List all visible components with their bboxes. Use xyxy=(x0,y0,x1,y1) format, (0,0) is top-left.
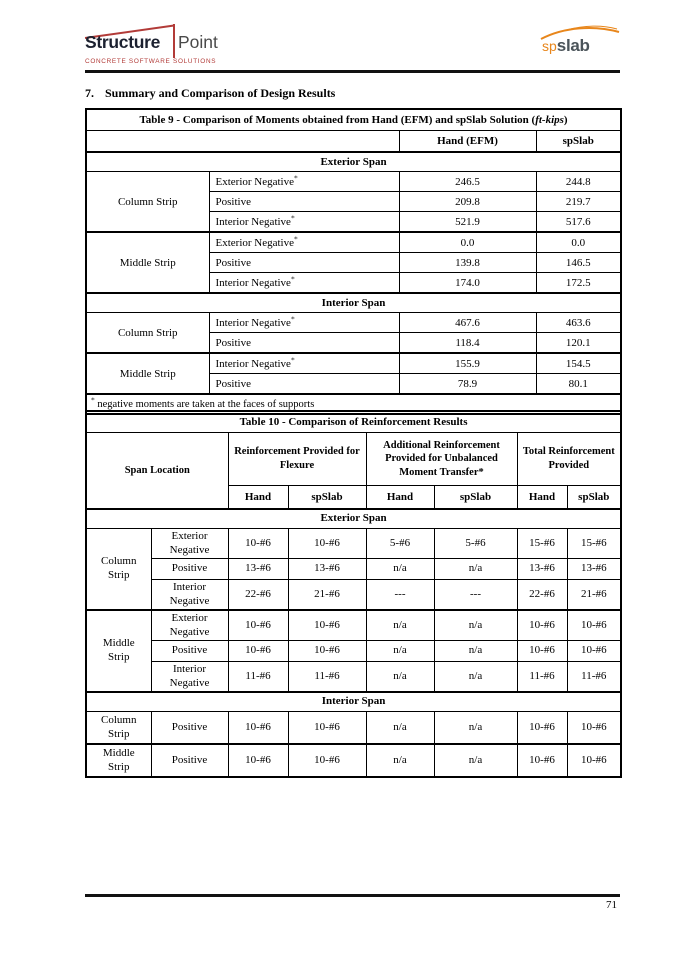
rebar-value: 5-#6 xyxy=(434,529,517,559)
section-banner: Exterior Span xyxy=(86,509,621,529)
rebar-value: 10-#6 xyxy=(567,610,621,641)
table9-corner-cell xyxy=(86,131,399,153)
strip-label: Column Strip xyxy=(86,172,209,233)
rebar-value: 10-#6 xyxy=(288,529,366,559)
rebar-value: 11-#6 xyxy=(228,662,288,693)
strip-label: Middle Strip xyxy=(86,232,209,293)
spslab-logo-text xyxy=(542,36,590,56)
rebar-value: 10-#6 xyxy=(517,641,567,662)
moment-hand: 467.6 xyxy=(399,313,536,333)
rebar-value: 11-#6 xyxy=(567,662,621,693)
table-row xyxy=(86,313,621,333)
logo-tagline: CONCRETE SOFTWARE SOLUTIONS xyxy=(85,58,217,65)
strip-label: Middle Strip xyxy=(86,353,209,394)
moment-hand: 78.9 xyxy=(399,374,536,395)
rebar-value: 10-#6 xyxy=(228,529,288,559)
rebar-value: n/a xyxy=(434,712,517,745)
moment-hand: 139.8 xyxy=(399,253,536,273)
location-label: Interior Negative* xyxy=(209,273,399,294)
subcol-hand: Hand xyxy=(228,486,288,510)
logo-text-point: Point xyxy=(178,32,218,52)
moment-hand: 118.4 xyxy=(399,333,536,354)
subcol-spslab: spSlab xyxy=(288,486,366,510)
moment-spslab: 154.5 xyxy=(536,353,621,374)
section-number: 7. xyxy=(85,86,94,100)
rebar-value: 15-#6 xyxy=(567,529,621,559)
location-label: Exterior Negative xyxy=(151,529,228,559)
table10-container xyxy=(85,410,622,778)
rebar-value: n/a xyxy=(366,712,434,745)
rebar-value: 13-#6 xyxy=(228,559,288,580)
rebar-value: 10-#6 xyxy=(567,744,621,777)
location-label: Positive xyxy=(209,374,399,395)
subcol-hand: Hand xyxy=(366,486,434,510)
table-row xyxy=(86,641,621,662)
location-label: Positive xyxy=(151,712,228,745)
header-divider xyxy=(85,70,620,73)
rebar-value: n/a xyxy=(366,641,434,662)
strip-label: Column Strip xyxy=(86,712,151,745)
table-row xyxy=(86,662,621,693)
strip-label: Middle Strip xyxy=(86,610,151,692)
moment-spslab: 244.8 xyxy=(536,172,621,192)
table10-exterior-banner xyxy=(86,509,621,529)
rebar-value: 22-#6 xyxy=(228,580,288,611)
table9-interior-banner xyxy=(86,293,621,313)
footer-divider xyxy=(85,894,620,897)
moment-hand: 174.0 xyxy=(399,273,536,294)
location-label: Exterior Negative* xyxy=(209,232,399,253)
spslab-text-slab: slab xyxy=(556,36,590,55)
rebar-value: 10-#6 xyxy=(288,712,366,745)
location-label: Exterior Negative xyxy=(151,610,228,641)
structurepoint-logo xyxy=(85,20,235,68)
table10-title: Table 10 - Comparison of Reinforcement Results xyxy=(86,411,621,433)
rebar-value: 10-#6 xyxy=(228,712,288,745)
table-row xyxy=(86,559,621,580)
rebar-value: n/a xyxy=(434,641,517,662)
table9-col-spslab: spSlab xyxy=(536,131,621,153)
moment-hand: 246.5 xyxy=(399,172,536,192)
table9-footnote: * negative moments are taken at the faces of supports xyxy=(86,394,621,414)
rebar-value: 22-#6 xyxy=(517,580,567,611)
location-label: Interior Negative* xyxy=(209,212,399,233)
table10-group-header-row xyxy=(86,433,621,486)
location-label: Positive xyxy=(209,192,399,212)
rebar-value: 10-#6 xyxy=(288,610,366,641)
moment-spslab: 219.7 xyxy=(536,192,621,212)
rebar-value: 11-#6 xyxy=(288,662,366,693)
subcol-spslab: spSlab xyxy=(567,486,621,510)
table10-interior-banner xyxy=(86,692,621,712)
table10-group-total: Total Reinforcement Provided xyxy=(517,433,621,486)
rebar-value: n/a xyxy=(434,559,517,580)
section-banner: Interior Span xyxy=(86,293,621,313)
rebar-value: 5-#6 xyxy=(366,529,434,559)
table10-title-row xyxy=(86,411,621,433)
table-row xyxy=(86,529,621,559)
table-row xyxy=(86,744,621,777)
rebar-value: 10-#6 xyxy=(567,641,621,662)
table-row xyxy=(86,172,621,192)
section-title: Summary and Comparison of Design Results xyxy=(105,86,336,100)
table9-col-hand: Hand (EFM) xyxy=(399,131,536,153)
spslab-logo xyxy=(542,30,620,62)
table9-exterior-banner xyxy=(86,152,621,172)
rebar-value: 10-#6 xyxy=(228,744,288,777)
table-row xyxy=(86,580,621,611)
rebar-value: n/a xyxy=(434,662,517,693)
table-row xyxy=(86,232,621,253)
rebar-value: n/a xyxy=(366,662,434,693)
table10-span-location: Span Location xyxy=(86,433,228,510)
section-banner: Exterior Span xyxy=(86,152,621,172)
rebar-value: 10-#6 xyxy=(517,610,567,641)
location-label: Positive xyxy=(151,559,228,580)
location-label: Interior Negative xyxy=(151,662,228,693)
rebar-value: n/a xyxy=(366,610,434,641)
rebar-value: 10-#6 xyxy=(288,641,366,662)
rebar-value: n/a xyxy=(434,744,517,777)
rebar-value: 13-#6 xyxy=(567,559,621,580)
table9-container xyxy=(85,108,622,415)
location-label: Exterior Negative* xyxy=(209,172,399,192)
table9-title-row xyxy=(86,109,621,131)
rebar-value: 10-#6 xyxy=(517,744,567,777)
subcol-spslab: spSlab xyxy=(434,486,517,510)
moment-spslab: 146.5 xyxy=(536,253,621,273)
rebar-value: 13-#6 xyxy=(517,559,567,580)
logo-vertical-line xyxy=(173,24,175,58)
moment-spslab: 517.6 xyxy=(536,212,621,233)
rebar-value: n/a xyxy=(366,744,434,777)
table9-moments xyxy=(85,108,622,415)
location-label: Positive xyxy=(151,641,228,662)
rebar-value: n/a xyxy=(434,610,517,641)
location-label: Interior Negative* xyxy=(209,313,399,333)
moment-spslab: 80.1 xyxy=(536,374,621,395)
moment-spslab: 120.1 xyxy=(536,333,621,354)
moment-spslab: 172.5 xyxy=(536,273,621,294)
rebar-value: 10-#6 xyxy=(567,712,621,745)
table-row xyxy=(86,712,621,745)
rebar-value: 21-#6 xyxy=(288,580,366,611)
table9-header-row xyxy=(86,131,621,153)
moment-hand: 209.8 xyxy=(399,192,536,212)
page-number: 71 xyxy=(606,899,617,911)
rebar-value: 10-#6 xyxy=(228,610,288,641)
strip-label: Column Strip xyxy=(86,313,209,354)
rebar-value: 21-#6 xyxy=(567,580,621,611)
strip-label: Middle Strip xyxy=(86,744,151,777)
table-row xyxy=(86,353,621,374)
location-label: Positive xyxy=(209,333,399,354)
moment-hand: 521.9 xyxy=(399,212,536,233)
table10-group-unbalanced: Additional Reinforcement Provided for Unbalanced Moment Transfer* xyxy=(366,433,517,486)
rebar-value: 10-#6 xyxy=(517,712,567,745)
location-label: Positive xyxy=(209,253,399,273)
location-label: Interior Negative xyxy=(151,580,228,611)
rebar-value: 11-#6 xyxy=(517,662,567,693)
location-label: Positive xyxy=(151,744,228,777)
table10-reinforcement xyxy=(85,410,622,778)
moment-hand: 0.0 xyxy=(399,232,536,253)
rebar-value: 10-#6 xyxy=(288,744,366,777)
rebar-value: 13-#6 xyxy=(288,559,366,580)
table10-group-flexure: Reinforcement Provided for Flexure xyxy=(228,433,366,486)
moment-spslab: 463.6 xyxy=(536,313,621,333)
table9-title: Table 9 - Comparison of Moments obtained from Hand (EFM) and spSlab Solution (ft-kips) xyxy=(86,109,621,131)
rebar-value: n/a xyxy=(366,559,434,580)
spslab-text-sp: sp xyxy=(542,38,557,54)
logo-text-structure: Structure xyxy=(85,32,161,52)
rebar-value: --- xyxy=(366,580,434,611)
rebar-value: --- xyxy=(434,580,517,611)
subcol-hand: Hand xyxy=(517,486,567,510)
section-banner: Interior Span xyxy=(86,692,621,712)
rebar-value: 10-#6 xyxy=(228,641,288,662)
moment-hand: 155.9 xyxy=(399,353,536,374)
moment-spslab: 0.0 xyxy=(536,232,621,253)
rebar-value: 15-#6 xyxy=(517,529,567,559)
table-row xyxy=(86,610,621,641)
section-heading xyxy=(85,86,620,101)
strip-label: Column Strip xyxy=(86,529,151,611)
location-label: Interior Negative* xyxy=(209,353,399,374)
